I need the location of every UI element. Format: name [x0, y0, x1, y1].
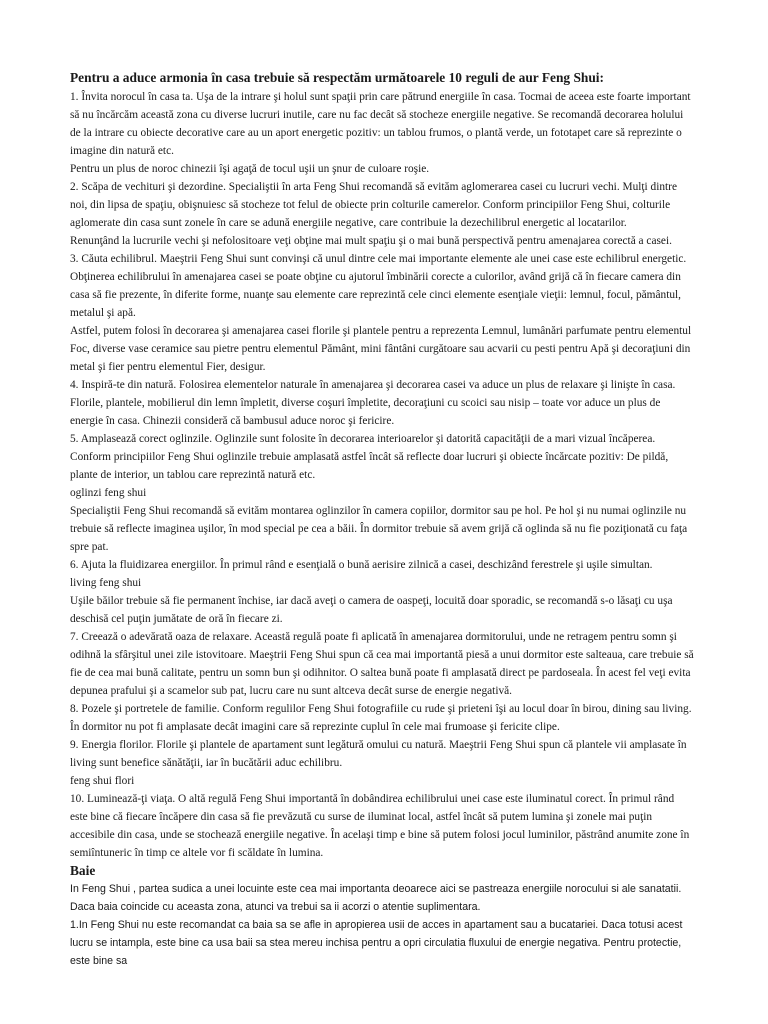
document-body: [70, 88, 694, 862]
paragraph-rule-1: 1. Învita norocul în casa ta. Uşa de la intrare şi holul sunt spaţii prin care pătrund energiile în casa. Tocmai de aceea este foarte important să nu încărcăm această zona cu diverse lucruri inutile, care nu fac decât să stocheze energiile negative. Se recomandă decorarea holului de la intrare cu obiecte decorative care au un aport energetic pozitiv: un tablou frumos, o plantă verde, un fototapet care să reprezinte o imagine din natură etc.: [70, 91, 691, 157]
paragraph-rule-4: 4. Inspiră-te din natură. Folosirea elementelor naturale în amenajarea şi decorarea casei va aduce un plus de relaxare şi linişte în casa. Florile, plantele, mobilierul din lemn împletit, diverse coşuri împletite, decoraţiuni cu scoici sau nisip – toate vor aduce un plus de energie în casa. Chinezii consideră că bambusul aduce noroc şi fericire.: [70, 379, 676, 427]
paragraph-rule-2-note: Renunţând la lucrurile vechi şi nefolositoare veţi obţine mai mult spaţiu şi o mai bună perspectivă pentru amenajarea corectă a casei.: [70, 235, 672, 247]
paragraph-rule-2: 2. Scăpa de vechituri şi dezordine. Specialiştii în arta Feng Shui recomandă să evităm aglomerarea casei cu lucruri vechi. Mulţi dintre noi, din lipsa de spaţiu, obişnuiesc să stocheze tot felul de obiecte prin colturile camerelor. Conform principiilor Feng Shui, colturile aglomerate din casa sunt zonele în care se adună energiile negative, care contribuie la dezechilibrul energetic al locatarilor.: [70, 181, 677, 229]
paragraph-rule-3: 3. Căuta echilibrul. Maeştrii Feng Shui sunt convinşi că unul dintre cele mai importante elemente ale unei case este echilibrul energetic. Obţinerea echilibrului în amenajarea casei se poate obţine cu ajutorul îmbinării corecte a culorilor, având grijă că în fiecare camera din casa să fie prezente, în diferite forme, nuanţe sau elemente care reprezintă cele cinci elemente esenţiale vieţii: lemnul, focul, pământul, metalul şi apă.: [70, 253, 687, 319]
document-title: Pentru a aduce armonia în casa trebuie să respectăm următoarele 10 reguli de aur Feng Shui:: [70, 70, 604, 85]
paragraph-rule-9: 9. Energia florilor. Florile şi plantele de apartament sunt legătură omului cu natură. Maeştrii Feng Shui spun că plantele vii amplasate în living sunt benefice sănătăţii, iar în bucătării aduc echilibru.: [70, 739, 687, 769]
paragraph-rule-8: 8. Pozele şi portretele de familie. Conform regulilor Feng Shui fotografiile cu rude şi prieteni îşi au locul doar în birou, dining sau living. În dormitor nu pot fi amplasate decât imagini care să reprezinte cuplul în cele mai frumoase şi fericite clipe.: [70, 703, 692, 733]
paragraph-rule-7: 7. Creează o adevărată oaza de relaxare. Această regulă poate fi aplicată în amenajarea dormitorului, unde ne retragem pentru somn şi odihnă la sfârşitul unei zile istovitoare. Maeştrii Feng Shui spun că cea mai importantă piesă a unui dormitor este salteaua, care trebuie să fie de cea mai bună calitate, pentru un somn bun şi odihnitor. O saltea bună poate fi amplasată direct pe pardoseala. În acest fel veţi evita depunea prafului şi a scamelor sub pat, lucru care nu sunt altceva decât surse de energie negativă.: [70, 631, 694, 697]
image-caption: feng shui flori: [70, 775, 135, 787]
paragraph-rule-1-note: Pentru un plus de noroc chinezii îşi agaţă de tocul uşii un şnur de culoare roşie.: [70, 163, 430, 175]
image-caption: oglinzi feng shui: [70, 487, 147, 499]
paragraph-rule-10: 10. Luminează-ţi viaţa. O altă regulă Feng Shui importantă în dobândirea echilibrului unei case este iluminatul corect. În primul rând este bine că fiecare încăpere din casa să fie prevăzută cu surse de iluminat local, astfel încât să putem lumina şi zonele mai puţin accesibile din casa, unde se stochează energiile negative. În acelaşi timp e bine să putem folosi jocul luminilor, păstrând anumite zone în semiîntuneric în timp ce altele vor fi scăldate în lumina.: [70, 793, 690, 859]
paragraph-rule-5: 5. Amplasează corect oglinzile. Oglinzile sunt folosite în decorarea interioarelor şi datorită capacităţii de a mari vizual încăperea. Conform principiilor Feng Shui oglinzile trebuie amplasată astfel încât să reflecte doar lucruri şi obiecte încărcate pozitiv: De pildă, plante de interior, un tablou care reprezintă natură etc.: [70, 433, 669, 481]
paragraph-rule-6: 6. Ajuta la fluidizarea energiilor. În primul rând e esenţială o bună aerisire zilnică a casei, deschizând ferestrele şi uşile simultan.: [70, 559, 653, 571]
paragraph-baie-intro: In Feng Shui , partea sudica a unei locuinte este cea mai importanta deoarece aici se pastreaza energiile norocului si ale sanatatii. Daca baia coincide cu aceasta zona, atunci va trebui sa ii acorzi o atentie suplimentara.: [70, 883, 682, 913]
paragraph-rule-3-note: Astfel, putem folosi în decorarea şi amenajarea casei florile şi plantele pentru a reprezenta Lemnul, lumânări parfumate pentru elementul Foc, diverse vase ceramice sau pietre pentru elementul Pământ, mini fântâni curgătoare sau acvarii cu pesti pentru Apă şi decoraţiuni din metal şi fier pentru elementul Fier, desigur.: [70, 325, 692, 373]
section-body-baie: [70, 880, 694, 970]
paragraph-baie-1: 1.In Feng Shui nu este recomandat ca baia sa se afle in apropierea usii de acces in apartament sau a bucatariei. Daca totusi acest lucru se intampla, este bine ca usa baii sa stea mereu inchisa pentru a opri circulatia fluxului de energie negativa. Pentru protectie, este bine sa: [70, 919, 683, 967]
paragraph-rule-6-note: Uşile băilor trebuie să fie permanent închise, iar dacă aveţi o camera de oaspeţi, locuită doar sporadic, se recomandă s-o lăsaţi cu uşa deschisă cel puţin jumătate de oră în fiecare zi.: [70, 595, 673, 625]
image-caption: living feng shui: [70, 577, 142, 589]
section-heading-baie: Baie: [70, 863, 96, 878]
paragraph-rule-5-note: Specialiştii Feng Shui recomandă să evităm montarea oglinzilor în camera copiilor, dormitor sau pe hol. Pe hol şi nu numai oglinzile nu trebuie să reflecte imaginea uşilor, în mod special pe cea a băii. În dormitor trebuie să avem grijă că oglinda să nu fie poziţionată cu faţa spre pat.: [70, 505, 688, 553]
